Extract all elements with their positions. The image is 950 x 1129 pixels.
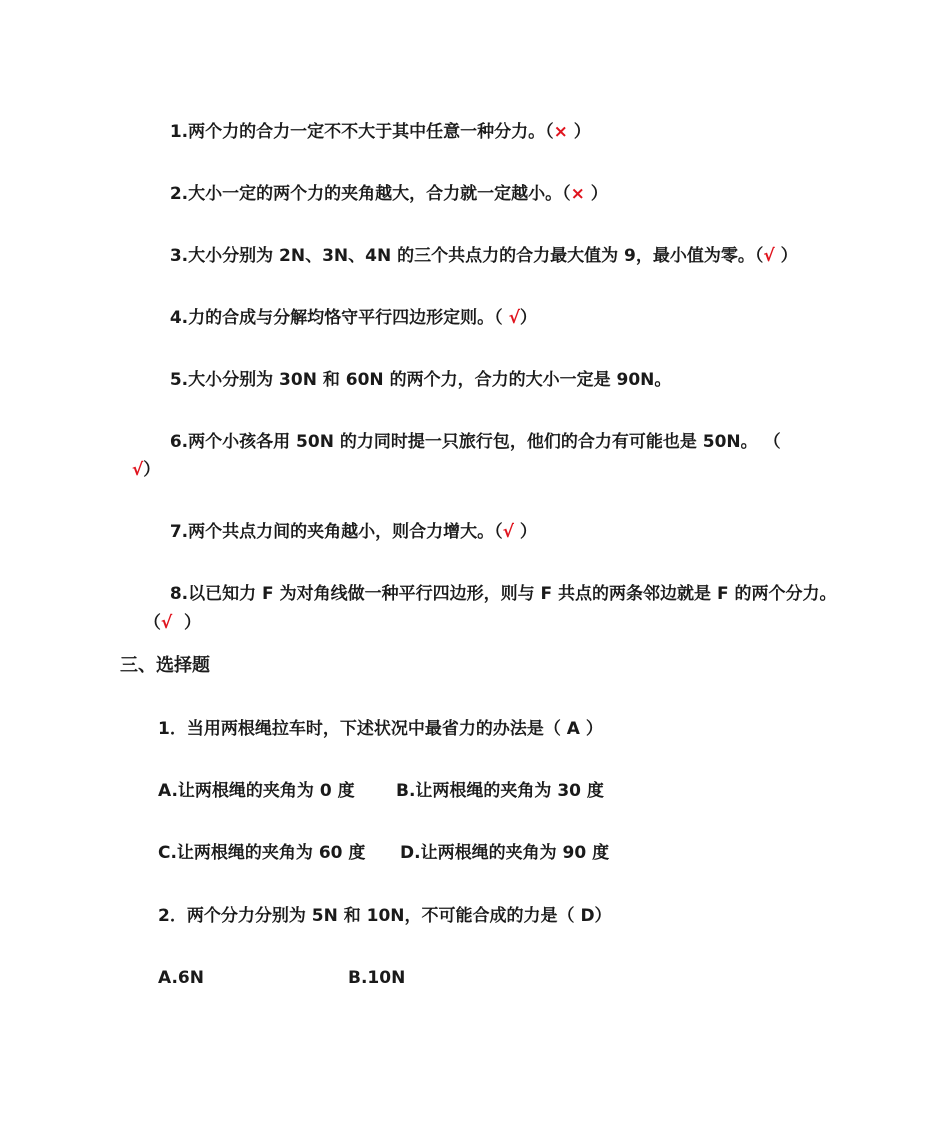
judgment-item-7 [158,499,537,543]
judgment-item-6-continued [120,437,160,481]
paren-open: （ [562,184,571,204]
paren-close: ） [519,308,537,328]
judgment-item-8 [158,561,836,605]
judgment-item-1 [158,99,591,143]
check-mark-icon: √ [763,246,775,266]
paren-close: ） [584,184,608,204]
paren-close: ） [513,522,537,542]
judgment-item-2 [158,161,608,205]
judgment-text: 1.两个力的合力一定不不大于其中任意一种分力。 [169,122,546,142]
paren-open: （ [545,122,554,142]
judgment-item-4 [158,285,537,329]
choice-option-c: C.让两根绳的夹角为 60 度 [158,843,366,863]
wrong-mark-icon: × [553,122,568,142]
check-mark-icon: √ [508,308,520,328]
judgment-text: 7.两个共点力间的夹角越小，则合力增大。 [169,522,495,542]
paren-open: （ [494,308,509,328]
judgment-text: 3.大小分别为 2N、3N、4N 的三个共点力的合力最大值为 9，最小值为零。 [169,246,755,266]
paren-open: （ [143,613,161,633]
paren-close: ） [774,246,798,266]
choice-2-option-b: B.10N [348,968,406,988]
judgment-item-3 [158,223,798,267]
choice-question-2: 2．两个分力分别为 5N 和 10N，不可能合成的力是（ D） [158,906,612,926]
paren-open: （ [754,246,764,266]
paren-close: ） [172,613,202,633]
judgment-text: 5.大小分别为 30N 和 60N 的两个力，合力的大小一定是 90N。 [169,370,672,390]
choice-option-b: B.让两根绳的夹角为 30 度 [396,781,604,801]
judgment-item-8-continued [132,590,201,634]
judgment-text: 8.以已知力 F 为对角线做一种平行四边形，则与 F 共点的两条邻边就是 F 的两个分力。 [169,584,837,604]
choice-2-option-a: A.6N [158,968,204,988]
choice-option-d: D.让两根绳的夹角为 90 度 [400,843,610,863]
check-mark-icon: √ [502,522,514,542]
section-title: 三、选择题 [120,655,210,676]
choice-question-1: 1．当用两根绳拉车时，下述状况中最省力的办法是（ A ） [158,719,603,739]
judgment-text: 6.两个小孩各用 50N 的力同时提一只旅行包，他们的合力有可能也是 50N。 （ [169,432,781,452]
paren-close: ） [567,122,591,142]
check-mark-icon: √ [160,613,173,633]
paren-close: ） [143,460,161,480]
judgment-item-5 [158,347,671,391]
paren-open: （ [494,522,503,542]
judgment-text: 4.力的合成与分解均恪守平行四边形定则。 [169,308,495,328]
wrong-mark-icon: × [570,184,585,204]
judgment-item-6 [158,409,781,453]
choice-option-a: A.让两根绳的夹角为 0 度 [158,781,355,801]
judgment-text: 2.大小一定的两个力的夹角越大，合力就一定越小。 [169,184,563,204]
check-mark-icon: √ [131,460,144,480]
